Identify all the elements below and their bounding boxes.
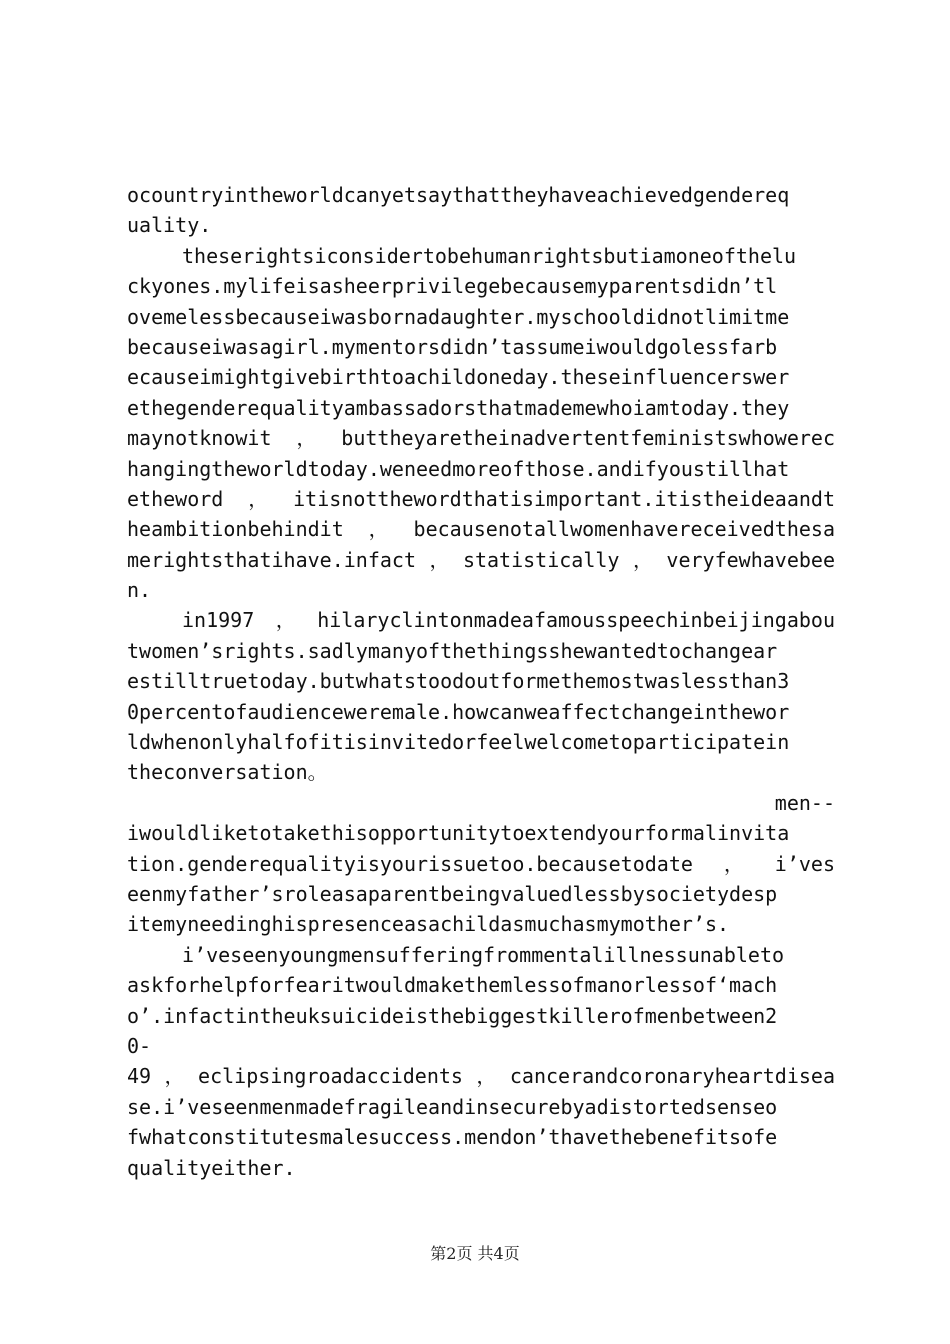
text-line: 0percentofaudienceweremale.howcanweaffectchangeinthewor: [127, 699, 790, 724]
text-line: becauseiwasagirl.mymentorsdidn’tassumeiwouldgolessfarb: [127, 334, 778, 359]
text-line: tion.genderequalityisyourissuetoo.becausetodate，i’ves: [127, 851, 835, 876]
document-body: [127, 180, 835, 1183]
text-line: ckyones.mylifeisasheerprivilegebecausemyparentsdidn’tl: [127, 274, 778, 299]
text-line: etheword，itisnotthewordthatisimportant.itistheideaandt: [127, 486, 835, 511]
text-line: twomen’srights.sadlymanyofthethingsshewantedtochangear: [127, 638, 778, 663]
text-line: itemyneedinghispresenceasachildasmuchasmymother’s.: [127, 912, 730, 937]
text-line: iwouldliketotakethisopportunitytoextendyourformalinvita: [127, 821, 790, 846]
text-line: theserightsiconsidertobehumanrightsbutiamoneofthelu: [182, 243, 797, 268]
text-line: ecauseimightgivebirthtoachildoneday.theseinfluencerswer: [127, 365, 790, 390]
text-line: ovemelessbecauseiwasbornadaughter.myschooldidnotlimitme: [127, 304, 790, 329]
text-line: ethegenderequalityambassadorsthatmademewhoiamtoday.they: [127, 395, 790, 420]
text-line: se.i’veseenmenmadefragileandinsecurebyadistortedsenseo: [127, 1094, 778, 1119]
text-line: qualityeither.: [127, 1155, 296, 1180]
text-line: ldwhenonlyhalfofitisinvitedorfeelwelcometoparticipatein: [127, 730, 790, 755]
text-line: 49，eclipsingroadaccidents，cancerandcoronaryheartdisea: [127, 1064, 835, 1089]
text-line: o’.infactintheuksuicideisthebiggestkillerofmenbetween2: [127, 1003, 778, 1028]
text-line: i’veseenyoungmensufferingfrommentalillnessunableto: [182, 942, 785, 967]
text-line: askforhelpforfearitwouldmakethemlessofmanorlessof‘mach: [127, 973, 778, 998]
text-line: 0-: [127, 1033, 152, 1058]
text-line: in1997，hilaryclintonmadeafamousspeechinbeijingabou: [182, 608, 835, 633]
text-line: theconversation。: [127, 760, 328, 785]
text-line: men--: [774, 790, 835, 815]
text-line: fwhatconstitutesmalesuccess.mendon’thavethebenefitsofe: [127, 1125, 778, 1150]
text-line: n.: [127, 578, 152, 603]
page-footer: 第2页 共4页: [430, 1244, 520, 1263]
text-line: eenmyfather’sroleasaparentbeingvaluedlessbysocietydesp: [127, 881, 778, 906]
text-line: hangingtheworldtoday.weneedmoreofthose.andifyoustillhat: [127, 456, 790, 481]
text-line: estilltruetoday.butwhatstoodoutformethemostwaslessthan3: [127, 669, 790, 694]
text-line: ocountryintheworldcanyetsaythattheyhaveachievedgendereq: [127, 183, 790, 207]
text-line: uality.: [127, 213, 212, 238]
text-line: maynotknowit，buttheyaretheinadvertentfeministswhowerec: [127, 426, 835, 451]
text-line: merightsthatihave.infact，statistically，veryfewhavebee: [127, 547, 835, 572]
text-line: heambitionbehindit，becausenotallwomenhavereceivedthesa: [127, 517, 835, 542]
